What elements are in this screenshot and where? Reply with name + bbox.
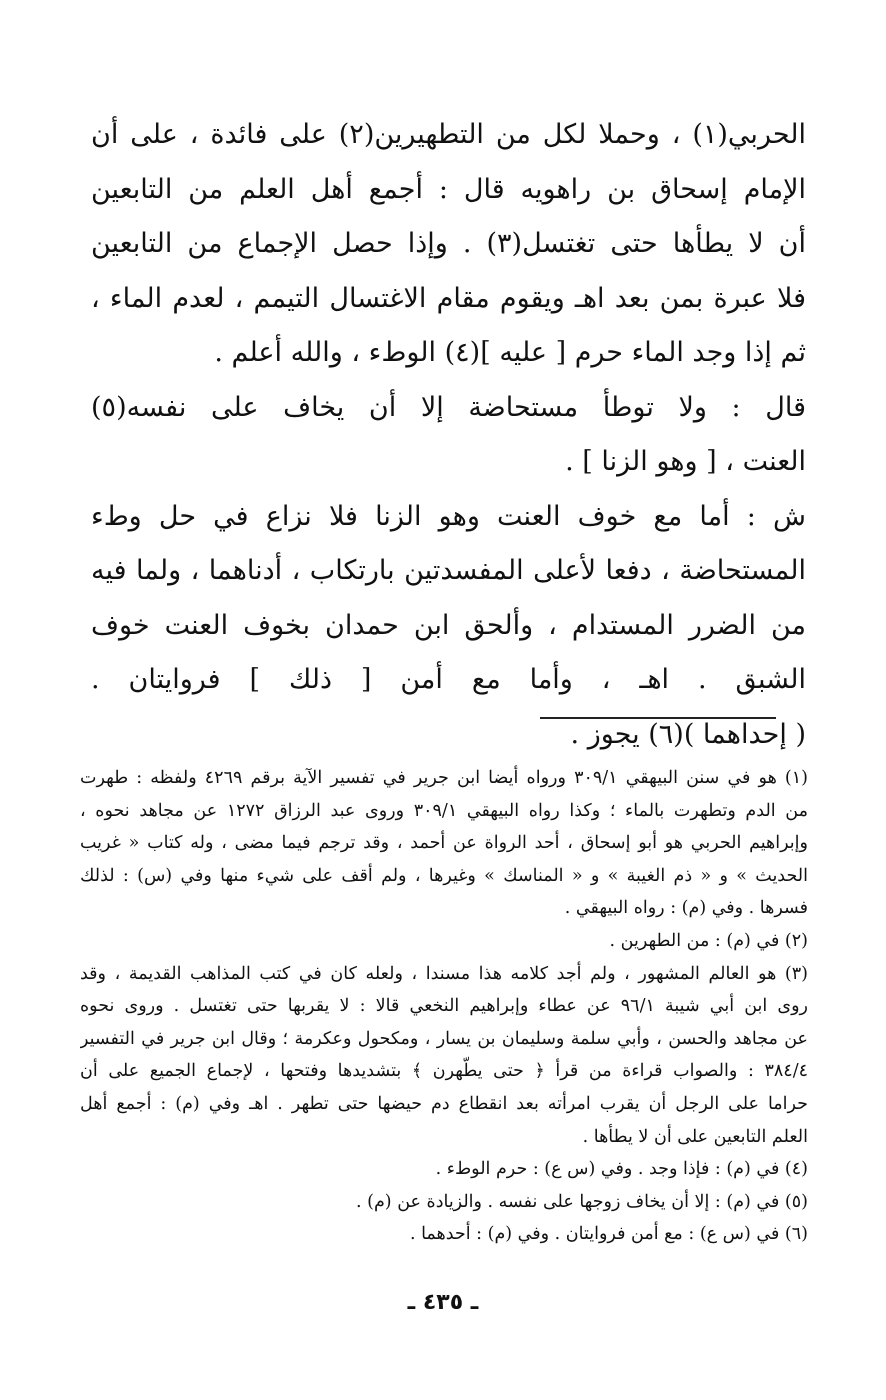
main-text-line: أن لا يطأها حتى تغتسل(٣) . وإذا حصل الإجماع من التابعين <box>91 228 806 259</box>
footnote-line: (٣) هو العالم المشهور ، ولم أجد كلامه هذا مسندا ، ولعله كان في كتب المذاهب القديمة ، وقد <box>80 963 808 984</box>
footnote-line: من الدم وتطهرت بالماء ؛ وكذا رواه البيهقي ٣٠٩/١ وروى عبد الرزاق ١٢٧٢ عن مجاهد نحوه ، <box>80 800 808 821</box>
main-text-line: الحربي(١) ، وحملا لكل من التطهيرين(٢) على فائدة ، على أن <box>91 119 806 150</box>
footnote-line: (٢) في (م) : من الطهرين . <box>609 930 808 951</box>
main-text-line: المستحاضة ، دفعا لأعلى المفسدتين بارتكاب ، أدناهما ، ولما فيه <box>91 555 806 586</box>
main-text-line: ( إحداهما )(٦) يجوز . <box>570 718 806 750</box>
footnote-line: (٦) في (س ع) : مع أمن فروايتان . وفي (م) : أحدهما . <box>409 1224 808 1245</box>
footnote-line: فسرها . وفي (م) : رواه البيهقي . <box>564 898 808 919</box>
footnote-line: (١) هو في سنن البيهقي ٣٠٩/١ ورواه أيضا ابن جرير في تفسير الآية برقم ٤٢٦٩ ولفظه : طهرت <box>80 768 808 788</box>
footnote-line: روى ابن أبي شيبة ٩٦/١ عن عطاء وإبراهيم النخعي قالا : لا يقربها حتى تغتسل . وروى نحوه <box>80 996 808 1017</box>
footnote-line: وإبراهيم الحربي هو أبو إسحاق ، أحد الرواة عن أحمد ، وقد ترجم فيما مضى ، وله كتاب « غريب <box>80 833 808 854</box>
footnote-line: العلم التابعين على أن لا يطأها . <box>582 1126 808 1147</box>
main-text-line: فلا عبرة بمن بعد اهـ ويقوم مقام الاغتسال التيمم ، لعدم الماء ، <box>91 282 806 314</box>
main-text-line: ش : أما مع خوف العنت وهو الزنا فلا نزاع في حل وطء <box>91 500 806 532</box>
main-text-line: الشبق . اهـ ، وأما مع أمن [ ذلك ] فروايتان . <box>91 664 806 695</box>
footnote-line: (٤) في (م) : فإذا وجد . وفي (س ع) : حرم الوطء . <box>435 1159 808 1180</box>
footnotes-block <box>80 762 808 1251</box>
main-text-line: قال : ولا توطأ مستحاضة إلا أن يخاف على نفسه(٥) <box>91 391 806 423</box>
main-text-line: من الضرر المستدام ، وألحق ابن حمدان بخوف العنت خوف <box>91 609 806 641</box>
main-text-line: العنت ، [ وهو الزنا ] . <box>565 446 806 477</box>
main-text-line: ثم إذا وجد الماء حرم [ عليه ](٤) الوطء ، والله أعلم . <box>214 337 806 368</box>
main-text-line: الإمام إسحاق بن راهويه قال : أجمع أهل العلم من التابعين <box>91 173 806 205</box>
footnote-line: عن مجاهد والحسن ، وأبي سلمة وسليمان بن يسار ، ومكحول وعكرمة ؛ وقال ابن جرير في التفسير <box>80 1028 808 1049</box>
page-number: ـ ٤٣٥ ـ <box>407 1290 479 1315</box>
footnote-line: (٥) في (م) : إلا أن يخاف زوجها على نفسه . والزيادة عن (م) . <box>356 1191 808 1212</box>
main-text-block <box>91 108 806 762</box>
footnote-line: ٣٨٤/٤ : والصواب قراءة من قرأ ﴿ حتى يطّهرن ﴾ بتشديدها وفتحها ، لإجماع الجميع على أن <box>80 1061 808 1082</box>
footnote-line: حراما على الرجل أن يقرب امرأته بعد انقطاع دم حيضها حتى تطهر . اهـ وفي (م) : أجمع أهل <box>80 1093 808 1114</box>
footnote-separator <box>540 717 776 719</box>
footnote-line: الحديث » و « ذم الغيبة » و « المناسك » وغيرها ، ولم أقف على شيء منها وفي (س) : لذلك <box>80 865 808 886</box>
